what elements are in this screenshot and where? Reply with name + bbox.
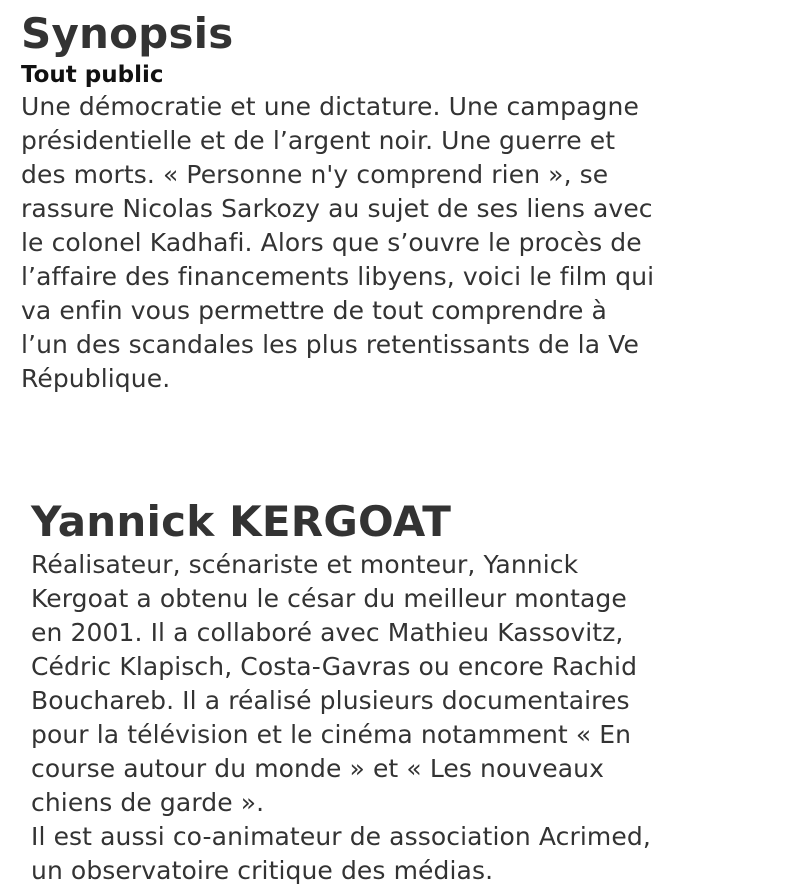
director-section bbox=[31, 496, 800, 888]
synopsis-line: Une démocratie et une dictature. Une campagne bbox=[21, 92, 639, 121]
audience-rating: Tout public bbox=[21, 62, 164, 88]
synopsis-line: rassure Nicolas Sarkozy au sujet de ses liens avec bbox=[21, 194, 653, 223]
synopsis-title: Synopsis bbox=[21, 9, 234, 58]
bio-line: Réalisateur, scénariste et monteur, Yannick bbox=[31, 550, 579, 579]
bio-line: Il est aussi co-animateur de association Acrimed, bbox=[31, 822, 651, 851]
synopsis-line: présidentielle et de l’argent noir. Une guerre et bbox=[21, 126, 616, 155]
director-name: Yannick KERGOAT bbox=[31, 497, 452, 546]
synopsis-line: le colonel Kadhafi. Alors que s’ouvre le procès de bbox=[21, 228, 642, 257]
synopsis-line: l’affaire des financements libyens, voici le film qui bbox=[21, 262, 655, 291]
bio-line: course autour du monde » et « Les nouveaux bbox=[31, 754, 604, 783]
synopsis-line: va enfin vous permettre de tout comprendre à bbox=[21, 296, 607, 325]
bio-line: Bouchareb. Il a réalisé plusieurs documentaires bbox=[31, 686, 630, 715]
synopsis-line: des morts. « Personne n'y comprend rien », se bbox=[21, 160, 609, 189]
bio-line: chiens de garde ». bbox=[31, 788, 265, 817]
bio-line: pour la télévision et le cinéma notamment « En bbox=[31, 720, 632, 749]
synopsis-section bbox=[21, 8, 800, 396]
bio-line: Kergoat a obtenu le césar du meilleur montage bbox=[31, 584, 627, 613]
synopsis-line: République. bbox=[21, 364, 171, 393]
synopsis-line: l’un des scandales les plus retentissants de la Ve bbox=[21, 330, 639, 359]
synopsis-body bbox=[21, 90, 800, 396]
bio-line: un observatoire critique des médias. bbox=[31, 856, 494, 885]
director-bio bbox=[31, 548, 800, 888]
bio-line: en 2001. Il a collaboré avec Mathieu Kassovitz, bbox=[31, 618, 624, 647]
bio-line: Cédric Klapisch, Costa-Gavras ou encore Rachid bbox=[31, 652, 638, 681]
